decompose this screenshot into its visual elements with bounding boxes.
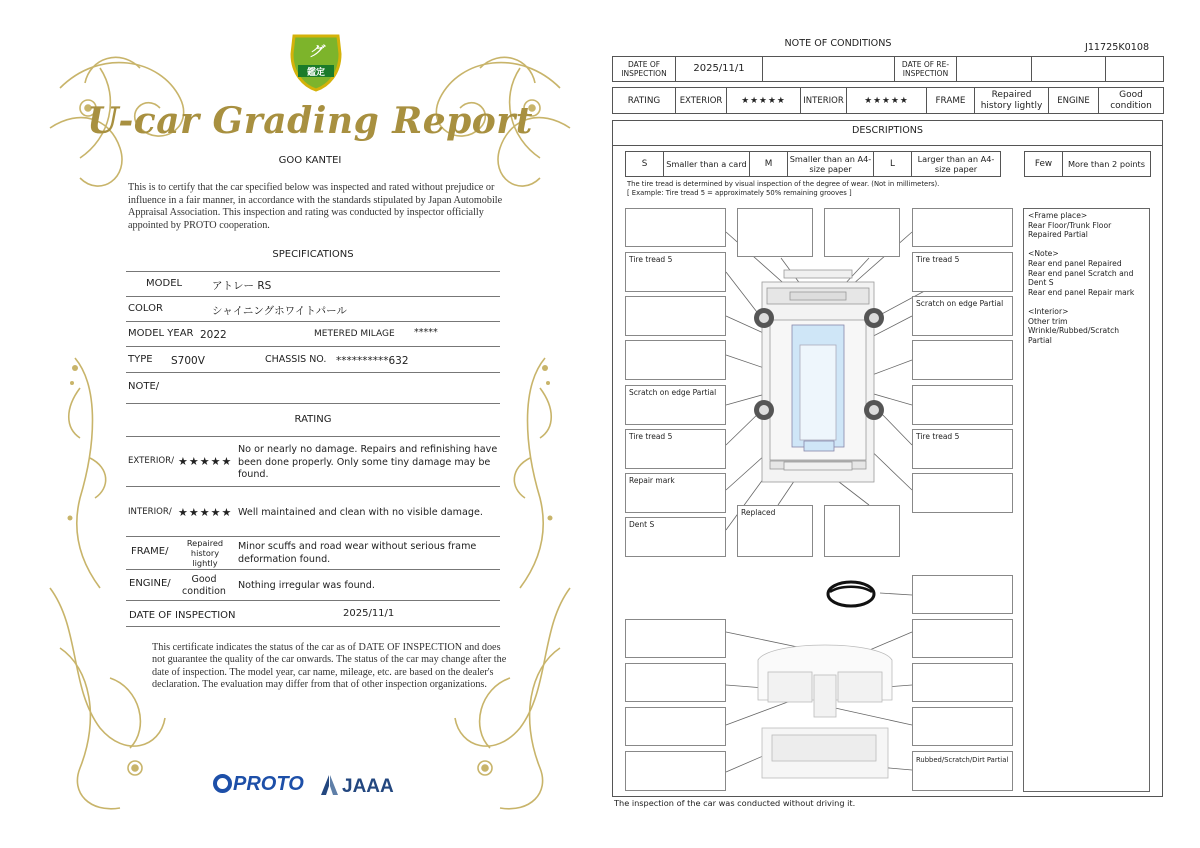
note-of-conditions-title: NOTE OF CONDITIONS [784, 38, 892, 49]
notes-panel [1023, 208, 1150, 792]
exterior-header: EXTERIOR [676, 88, 727, 114]
date-of-inspection-label: DATE OF INSPECTION [129, 610, 236, 621]
model-value: アトレー RS [212, 280, 272, 292]
date-of-inspection-cell: 2025/11/1 [676, 57, 763, 82]
svg-text:グ: グ [309, 44, 323, 60]
exterior-stars: ★★★★★ [178, 455, 233, 468]
tire-note-line-1: The tire tread is determined by visual inspection of the degree of wear. (Not in millimeters). [627, 180, 940, 188]
model-label: MODEL [146, 278, 183, 289]
frame-rating-value: Repaired history lightly [186, 538, 224, 568]
frame-label: FRAME/ [131, 546, 169, 557]
chassis-value: **********632 [336, 355, 409, 367]
rating-header: RATING [613, 88, 676, 114]
diagram-box [737, 208, 813, 257]
diagram-box [824, 505, 900, 557]
diagram-box [912, 208, 1013, 247]
size-desc-s: Smaller than a card [664, 152, 750, 177]
type-value: S700V [171, 355, 205, 367]
size-key-s: S [626, 152, 664, 177]
descriptions-title: DESCRIPTIONS [851, 125, 924, 136]
note-line: <Note> [1028, 249, 1059, 259]
date-of-inspection-value: 2025/11/1 [343, 608, 395, 619]
report-title: U-car Grading Report [87, 100, 533, 142]
metered-milage-label: METERED MILAGE [314, 329, 395, 339]
diagram-box [912, 619, 1013, 658]
callout-right-front-edge: Scratch on edge Partial [912, 296, 1013, 336]
rating-heading: RATING [294, 414, 332, 425]
note-line [1028, 240, 1145, 250]
callout-front-right-tire: Tire tread 5 [912, 252, 1013, 292]
size-desc-l: Larger than an A4-size paper [912, 152, 1001, 177]
svg-text:鑑定: 鑑定 [306, 68, 326, 78]
exterior-description: No or nearly no damage. Repairs and refinishing have been done properly. Only some tiny damage may be found. [238, 444, 498, 480]
note-line: Dent S [1028, 278, 1054, 288]
date-of-reinspection-header: DATE OF RE-INSPECTION [895, 57, 957, 82]
engine-description: Nothing irregular was found. [238, 580, 375, 591]
report-subtitle: GOO KANTEI [278, 155, 342, 166]
note-label: NOTE/ [128, 381, 160, 392]
interior-description: Well maintained and clean with no visible damage. [238, 507, 483, 518]
inspection-footer-note: The inspection of the car was conducted without driving it. [614, 798, 856, 808]
diagram-box [824, 208, 900, 257]
note-line: Rear end panel Repaired [1028, 258, 1122, 268]
note-line: Rear Floor/Trunk Floor [1028, 220, 1112, 230]
callout-rear-bumper: Replaced [737, 505, 813, 557]
size-key-few: Few [1025, 152, 1063, 177]
chassis-label: CHASSIS NO. [265, 354, 327, 365]
certificate-disclaimer: This certificate indicates the status of the car as of DATE OF INSPECTION and does not guarantee the quality of the car onwards. The status of the car may change after the date of inspection. The model year, car name, mileage, etc. are based on the dealer's declaration. The evaluation may differ from that of other inspection organizations. [152, 642, 507, 691]
engine-value-cell: Good condition [1099, 88, 1164, 114]
diagram-box [912, 385, 1013, 425]
size-key-m: M [750, 152, 788, 177]
diagram-box [625, 751, 726, 791]
size-key-l: L [874, 152, 912, 177]
frame-header: FRAME [927, 88, 975, 114]
certification-statement: This is to certify that the car specified below was inspected and rated without prejudice or influence in a fair manner, in accordance with the standards stipulated by Japan Automobile Appraisal Association. This inspection and rating was conducted by inspector officially appointed by PROTO cooperation. [128, 182, 503, 232]
diagram-box [625, 208, 726, 247]
note-line: <Frame place> [1028, 211, 1088, 220]
note-line: Rear end panel Scratch and [1028, 268, 1134, 278]
diagram-box [912, 707, 1013, 746]
callout-interior-rear: Rubbed/Scratch/Dirt Partial [912, 751, 1013, 791]
note-line: Wrinkle/Rubbed/Scratch [1028, 326, 1120, 336]
interior-label: INTERIOR/ [128, 507, 172, 517]
diagram-box [625, 296, 726, 336]
engine-header: ENGINE [1049, 88, 1099, 114]
diagram-box [625, 340, 726, 380]
size-desc-m: Smaller than an A4-size paper [788, 152, 874, 177]
model-year-value: 2022 [200, 329, 227, 341]
exterior-stars-cell: ★★★★★ [727, 88, 801, 114]
callout-rear-left-low: Dent S [625, 517, 726, 557]
note-line: Other trim [1028, 316, 1068, 326]
diagram-box [912, 473, 1013, 513]
callout-front-left-tire: Tire tread 5 [625, 252, 726, 292]
diagram-box [625, 663, 726, 702]
interior-stars: ★★★★★ [178, 506, 233, 519]
diagram-box [912, 575, 1013, 614]
steering-wheel-icon [828, 582, 874, 606]
model-year-label: MODEL YEAR [128, 328, 194, 339]
callout-left-rear-edge: Scratch on edge Partial [625, 385, 726, 425]
type-label: TYPE [128, 354, 153, 365]
frame-value-cell: Repaired history lightly [975, 88, 1049, 114]
interior-header: INTERIOR [801, 88, 847, 114]
note-line: Repaired Partial [1028, 230, 1088, 240]
diagram-box [625, 707, 726, 746]
diagram-box [912, 663, 1013, 702]
color-value: シャイニングホワイトパール [212, 305, 347, 317]
callout-rear-right-tire: Tire tread 5 [912, 429, 1013, 469]
metered-milage-value: ***** [414, 327, 438, 338]
diagram-box [625, 619, 726, 658]
tire-note-line-2: [ Example: Tire tread 5 = approximately 50% remaining grooves ] [627, 189, 852, 197]
note-line: <Interior> [1028, 306, 1069, 316]
specifications-heading: SPECIFICATIONS [272, 249, 354, 260]
interior-stars-cell: ★★★★★ [847, 88, 927, 114]
note-line: Rear end panel Repair mark [1028, 287, 1135, 297]
report-id: J11725K0108 [1085, 42, 1150, 53]
callout-rear-left: Repair mark [625, 473, 726, 513]
jaaa-logo-text: JAAA [342, 776, 394, 797]
exterior-label: EXTERIOR/ [128, 456, 174, 466]
date-of-inspection-header: DATE OF INSPECTION [613, 57, 676, 82]
note-line: Partial [1028, 335, 1052, 345]
color-label: COLOR [128, 303, 163, 314]
frame-description: Minor scuffs and road wear without serious frame deformation found. [238, 541, 477, 565]
note-line [1028, 297, 1145, 307]
engine-label: ENGINE/ [129, 578, 171, 589]
diagram-box [912, 340, 1013, 380]
callout-rear-left-tire: Tire tread 5 [625, 429, 726, 469]
engine-rating-value: Good condition [182, 574, 226, 597]
proto-logo-text: PROTO [233, 773, 304, 795]
size-desc-few: More than 2 points [1063, 152, 1151, 177]
